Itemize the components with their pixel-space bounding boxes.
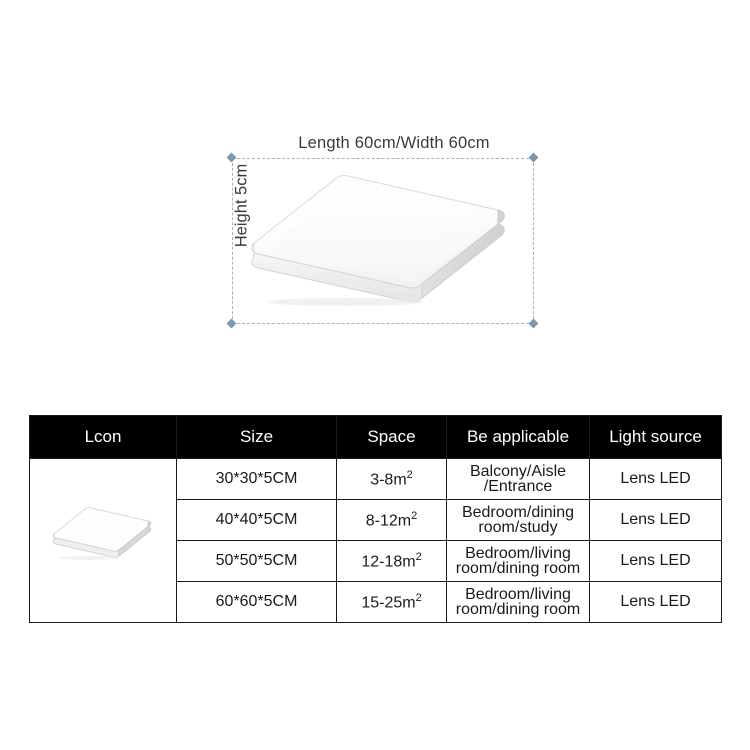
header-size: Size	[177, 416, 337, 459]
header-space: Space	[337, 416, 447, 459]
cell-light-source: Lens LED	[590, 500, 722, 541]
table-row	[30, 459, 722, 500]
applicable-line-2: room/dining room	[455, 601, 581, 618]
applicable-line-2: /Entrance	[483, 478, 553, 495]
applicable-line-2: room/study	[478, 519, 558, 536]
space-unit: m	[402, 594, 416, 612]
applicable-line-1: Balcony/Aisle	[469, 462, 567, 480]
cell-light-source: Lens LED	[590, 582, 722, 623]
space-unit: m	[393, 471, 407, 489]
cell-applicable	[447, 582, 590, 623]
cell-space	[337, 459, 447, 500]
cell-light-source: Lens LED	[590, 541, 722, 582]
applicable-line-1: Bedroom/living	[465, 544, 571, 562]
length-width-label: Length 60cm/Width 60cm	[298, 134, 490, 152]
cell-applicable	[447, 541, 590, 582]
specification-table	[29, 415, 722, 623]
applicable-line-1: Bedroom/living	[465, 585, 571, 603]
space-superscript: 2	[411, 509, 418, 522]
header-be-applicable: Be applicable	[447, 416, 590, 459]
cell-size: 40*40*5CM	[177, 500, 337, 541]
applicable-line-1: Bedroom/dining	[461, 503, 575, 521]
square-ceiling-lamp-icon	[47, 505, 159, 561]
cell-applicable	[447, 459, 590, 500]
header-icon: Lcon	[30, 416, 177, 459]
cell-size: 60*60*5CM	[177, 582, 337, 623]
space-value: 3-8	[370, 471, 394, 489]
cell-space	[337, 500, 447, 541]
table-icon-cell	[30, 459, 177, 623]
cell-size: 50*50*5CM	[177, 541, 337, 582]
height-label: Height 5cm	[232, 163, 251, 248]
table-header-row	[30, 416, 722, 459]
cell-space	[337, 541, 447, 582]
space-superscript: 2	[415, 550, 422, 563]
header-light-source: Light source	[590, 416, 722, 459]
space-value: 8-12	[365, 512, 398, 530]
space-superscript: 2	[415, 591, 422, 604]
cell-applicable	[447, 500, 590, 541]
space-unit: m	[397, 512, 412, 530]
cell-space	[337, 582, 447, 623]
square-ceiling-lamp-icon	[236, 168, 530, 308]
cell-size: 30*30*5CM	[177, 459, 337, 500]
space-value: 15-25	[361, 594, 403, 612]
space-superscript: 2	[406, 468, 413, 481]
dimension-endcap-bottom-right	[529, 319, 539, 329]
cell-light-source: Lens LED	[590, 459, 722, 500]
space-value: 12-18	[361, 553, 403, 571]
space-unit: m	[402, 553, 416, 571]
applicable-line-2: room/dining room	[455, 560, 581, 577]
